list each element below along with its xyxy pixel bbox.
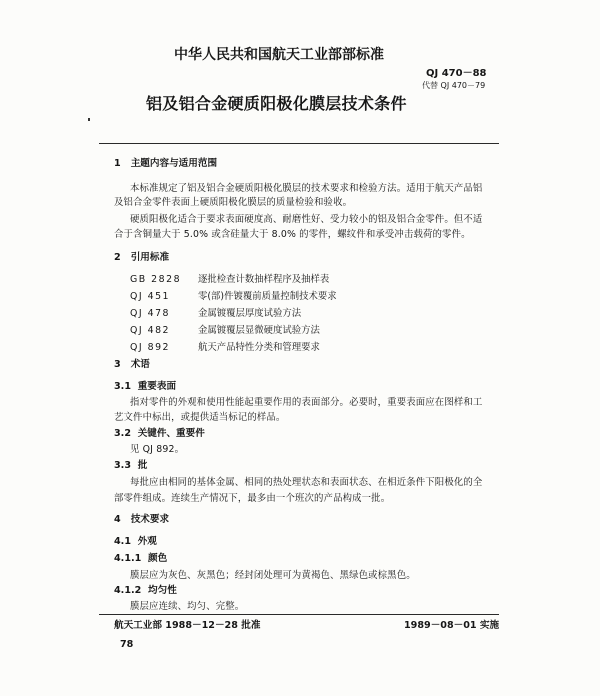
section-1-heading: 1 主题内容与适用范围 bbox=[114, 158, 218, 169]
section-4-1-heading: 4.1 外观 bbox=[114, 536, 157, 547]
document-title: 铝及铝合金硬质阳极化膜层技术条件 bbox=[146, 94, 407, 113]
reference-code: QJ 892 bbox=[130, 342, 171, 353]
reference-code: GB 2828 bbox=[130, 274, 182, 285]
reference-code: QJ 482 bbox=[130, 325, 171, 336]
reference-item bbox=[130, 288, 337, 302]
reference-item bbox=[130, 322, 320, 336]
issuing-authority: 中华人民共和国航天工业部部标准 bbox=[174, 47, 384, 63]
reference-code: QJ 478 bbox=[130, 308, 171, 319]
section-1-para-2-line-1: 硬质阳极化适合于要求表面硬度高、耐磨性好、受力较小的铝及铝合金零件。但不适 bbox=[130, 214, 483, 225]
section-3-3-line-1: 每批应由相同的基体金属、相同的热处理状态和表面状态、在相近条件下阳极化的全 bbox=[130, 477, 483, 488]
section-4-1-2-line-1: 膜层应连续、均匀、完整。 bbox=[130, 601, 245, 612]
section-1-para-1-line-2: 及铝合金零件表面上硬质阳极化膜层的质量检验和验收。 bbox=[114, 197, 353, 208]
reference-desc: 零(部)件镀覆前质量控制技术要求 bbox=[198, 291, 337, 302]
section-3-3-line-2: 部零件组成。连续生产情况下，最多由一个班次的产品构成一批。 bbox=[114, 493, 391, 504]
section-2-heading: 2 引用标准 bbox=[114, 252, 170, 263]
section-4-1-2-heading: 4.1.2 均匀性 bbox=[114, 585, 177, 596]
effective-date: 1989－08－01 实施 bbox=[404, 620, 500, 631]
section-1-para-1-line-1: 本标准规定了铝及铝合金硬质阳极化膜层的技术要求和检验方法。适用于航天产品铝 bbox=[130, 183, 483, 194]
section-3-2-line-1: 见 QJ 892。 bbox=[130, 444, 185, 455]
section-3-heading: 3 术语 bbox=[114, 359, 150, 370]
stray-mark bbox=[88, 118, 90, 121]
section-3-1-line-2: 艺文件中标出，或提供适当标记的样品。 bbox=[114, 412, 286, 423]
header-rule bbox=[99, 143, 499, 144]
approval-note: 航天工业部 1988－12－28 批准 bbox=[114, 620, 261, 631]
reference-desc: 航天产品特性分类和管理要求 bbox=[198, 342, 320, 353]
section-3-2-heading: 3.2 关键件、重要件 bbox=[114, 428, 205, 439]
replaces-code: 代替 QJ 470－79 bbox=[422, 81, 486, 90]
reference-item bbox=[130, 271, 329, 285]
reference-item bbox=[130, 339, 320, 353]
reference-desc: 金属镀覆层显微硬度试验方法 bbox=[198, 325, 320, 336]
section-3-3-heading: 3.3 批 bbox=[114, 460, 148, 471]
reference-code: QJ 451 bbox=[130, 291, 171, 302]
section-4-heading: 4 技术要求 bbox=[114, 514, 170, 525]
section-3-1-heading: 3.1 重要表面 bbox=[114, 381, 177, 392]
section-4-1-1-line-1: 膜层应为灰色、灰黑色；经封闭处理可为黄褐色、黑绿色或棕黑色。 bbox=[130, 570, 416, 581]
footer-rule bbox=[99, 614, 499, 615]
reference-item bbox=[130, 305, 301, 319]
page-number: 78 bbox=[120, 639, 134, 650]
reference-desc: 逐批检查计数抽样程序及抽样表 bbox=[198, 274, 330, 285]
section-3-1-line-1: 指对零件的外观和使用性能起重要作用的表面部分。必要时，重要表面应在图样和工 bbox=[130, 397, 483, 408]
standard-code: QJ 470－88 bbox=[426, 68, 487, 79]
reference-desc: 金属镀覆层厚度试验方法 bbox=[198, 308, 302, 319]
section-4-1-1-heading: 4.1.1 颜色 bbox=[114, 553, 168, 564]
section-1-para-2-line-2: 合于含铜量大于 5.0% 或含硅量大于 8.0% 的零件，螺纹件和承受冲击载荷的零件。 bbox=[114, 229, 471, 240]
